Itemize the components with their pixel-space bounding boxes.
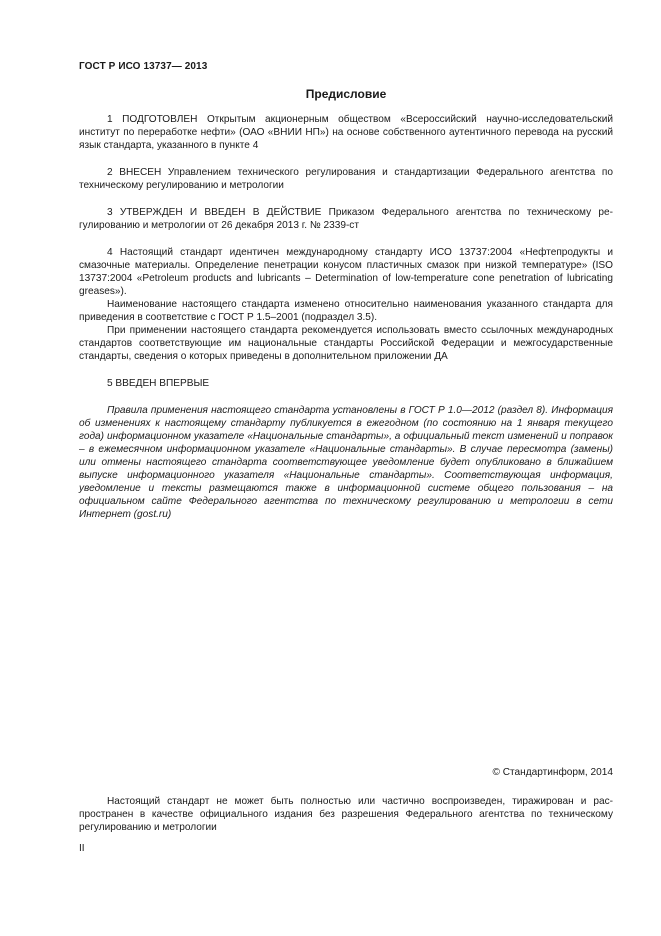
- preface-body: [79, 113, 613, 521]
- copyright-notice: © Стандартинформ, 2014: [492, 767, 613, 778]
- paragraph-introduced: 2 ВНЕСЕН Управлением технического регулирования и стандартизации Федерального агентства по техническому регулированию и метрологии: [79, 167, 613, 191]
- standard-header: ГОСТ Р ИСО 13737— 2013: [79, 61, 208, 72]
- paragraph-prepared: 1 ПОДГОТОВЛЕН Открытым акционерным обществом «Всероссийский научно-исследовательский институт по переработке нефти» (ОАО «ВНИИ НП») на основе собственного аутентичного перевода на русский язык стандарта, указанного в пункте 4: [79, 114, 613, 151]
- page-title: Предисловие: [305, 87, 387, 101]
- paragraph-application-rules: Правила применения настоящего стандарта установлены в ГОСТ Р 1.0—2012 (раздел 8). Информация об изменениях к настоящему стандарту публикуется в ежегодном (по состоянию на 1 января текущего года) информационном указателе «Национальные стандарты», а официальный текст изменений и поправок – в ежемесячном информационном указателе «Национальные стандарты». В случае пересмотра (замены) или отмены настоящего стандарта соответствующее уведомление будет опубликовано в ближайшем выпуске информационного указателя «Национальные стандарты». Соответствующая информация, уведомление и тексты размещаются также в информационной системе общего пользования – на официальном сайте Федерального агентства по техническому регулированию и метрологии в сети Интернет (gost.ru): [79, 405, 613, 520]
- paragraph-identical: 4 Настоящий стандарт идентичен международному стандарту ИСО 13737:2004 «Нефтепродукты и смазочные материалы. Определение пенетрации конусом пластичных смазок при низкой температуре» (ISO 13737:2004 «Petroleum products and lubricants – Determination of low-temperature cone penetration of lubricating greases»).: [79, 247, 613, 297]
- paragraph-references: При применении настоящего стандарта рекомендуется использовать вместо ссылочных международных стандартов соответствующие им национальные стандарты Российской Федерации и межгосударственные стандарты, сведения о которых приведены в дополнительном приложении ДА: [79, 325, 613, 362]
- paragraph-first-introduced: 5 ВВЕДЕН ВПЕРВЫЕ: [107, 378, 210, 389]
- paragraph-approved: 3 УТВЕРЖДЕН И ВВЕДЕН В ДЕЙСТВИЕ Приказом Федерального агентства по техническому регулированию и метрологии от 26 декабря 2013 г. № 2339-ст: [79, 207, 613, 231]
- page-number: II: [79, 843, 85, 854]
- reproduction-notice: Настоящий стандарт не может быть полностью или частично воспроизведен, тиражирован и распространен в качестве официального издания без разрешения Федерального агентства по техническому регулированию и метрологии: [79, 796, 613, 833]
- paragraph-name-changed: Наименование настоящего стандарта изменено относительно наименования указанного стандарта для приведения в соответствие с ГОСТ Р 1.5–2001 (подраздел 3.5).: [79, 299, 613, 323]
